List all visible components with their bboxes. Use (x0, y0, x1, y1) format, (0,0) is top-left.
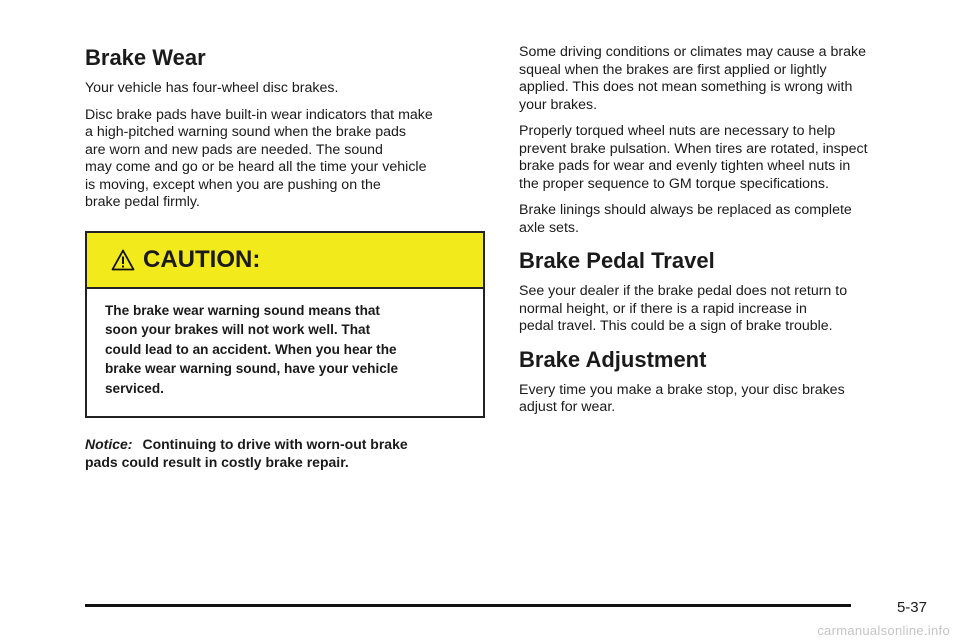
paragraph-wheel-nuts: Properly torqued wheel nuts are necessary to help prevent brake pulsation. When tires are rotated, inspect brake pads for wear and evenly tighten wheel nuts in the proper sequence to GM torque specifications. (519, 123, 868, 192)
heading-brake-adjustment: Brake Adjustment (519, 346, 707, 372)
caution-text: The brake wear warning sound means that soon your brakes will not work well. That could lead to an accident. When you hear the brake wear warning sound, have your vehicle serviced. (105, 302, 399, 396)
footer-rule (85, 604, 851, 607)
watermark-text: carmanualsonline.info (817, 623, 950, 638)
caution-header (87, 233, 483, 289)
warning-triangle-icon (111, 249, 135, 271)
paragraph-pedal-travel: See your dealer if the brake pedal does not return to normal height, or if there is a rapid increase in pedal travel. This could be a sign of brake trouble. (519, 283, 848, 334)
paragraph-disc-brakes: Your vehicle has four-wheel disc brakes. (85, 80, 339, 96)
notice-paragraph (85, 436, 490, 471)
paragraph-squeal: Some driving conditions or climates may cause a brake squeal when the brakes are first applied or lightly applied. This does not mean something is wrong with your brakes. (519, 44, 866, 113)
caution-title: CAUTION: (143, 245, 261, 273)
paragraph-linings: Brake linings should always be replaced as complete axle sets. (519, 202, 852, 236)
right-column (519, 44, 924, 426)
notice-label: Notice: (85, 436, 133, 452)
notice-text: Continuing to drive with worn-out brake pads could result in costly brake repair. (85, 436, 408, 470)
heading-brake-pedal-travel: Brake Pedal Travel (519, 248, 715, 273)
paragraph-wear-indicators: Disc brake pads have built-in wear indicators that make a high-pitched warning sound when the brake pads are worn and new pads are needed. The sound may come and go or be heard all the time your vehicle is moving, except when you are pushing on the brake pedal firmly. (85, 106, 433, 210)
heading-brake-wear: Brake Wear (85, 45, 206, 70)
caution-box (85, 231, 485, 419)
page-number: 5-37 (896, 599, 927, 616)
left-column (85, 44, 490, 471)
paragraph-adjustment: Every time you make a brake stop, your disc brakes adjust for wear. (519, 381, 845, 415)
